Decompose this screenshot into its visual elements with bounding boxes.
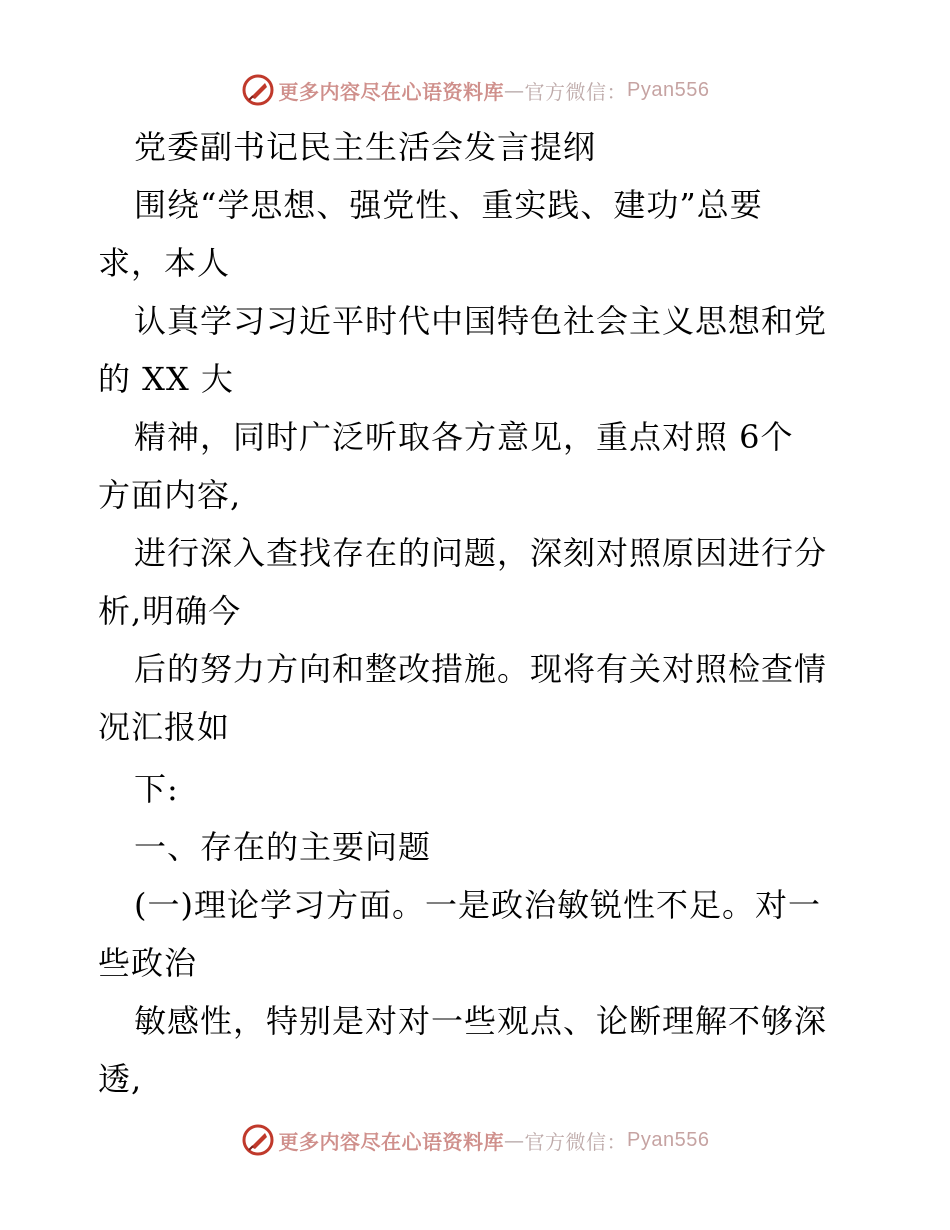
body-line: 党委副书记民主生活会发言提纲	[134, 128, 597, 166]
quill-logo-icon	[241, 1123, 275, 1157]
section-heading: 一、存在的主要问题	[134, 828, 432, 866]
body-line: 的 XX 大	[98, 360, 234, 398]
body-line: 些政治	[98, 944, 198, 982]
header-separator: —	[504, 78, 525, 102]
body-line: 求，本人	[98, 244, 231, 282]
body-line: 认真学习习近平时代中国特色社会主义思想和党	[134, 302, 828, 340]
body-line: 方面内容,	[98, 476, 242, 514]
footer-brand: 更多内容尽在心语资料库	[278, 1129, 505, 1154]
body-line: 进行深入查找存在的问题，深刻对照原因进行分	[134, 534, 828, 572]
footer-wechat-id: Pyan556	[627, 1128, 710, 1151]
footer-separator: —	[504, 1128, 525, 1152]
body-line: 敏感性，特别是对对一些观点、论断理解不够深	[134, 1002, 828, 1040]
body-line: 围绕“学思想、强党性、重实践、建功”总要	[134, 186, 763, 224]
header-wechat-id: Pyan556	[627, 78, 710, 101]
body-line: 下:	[134, 770, 179, 808]
header-wechat-label: 官方微信：	[524, 79, 628, 104]
footer-watermark	[0, 1120, 950, 1160]
body-line: 后的努力方向和整改措施。现将有关对照检查情	[134, 650, 828, 688]
footer-wechat-label: 官方微信：	[524, 1129, 628, 1154]
body-line: 精神，同时广泛听取各方意见，重点对照 6个	[134, 418, 794, 456]
body-line: (一)理论学习方面。一是政治敏锐性不足。对一	[134, 886, 821, 924]
body-line: 透,	[98, 1060, 143, 1098]
quill-logo-icon	[241, 73, 275, 107]
header-watermark	[0, 70, 950, 110]
header-brand: 更多内容尽在心语资料库	[278, 79, 505, 104]
body-line: 况汇报如	[98, 708, 231, 746]
body-line: 析,明确今	[98, 592, 242, 630]
